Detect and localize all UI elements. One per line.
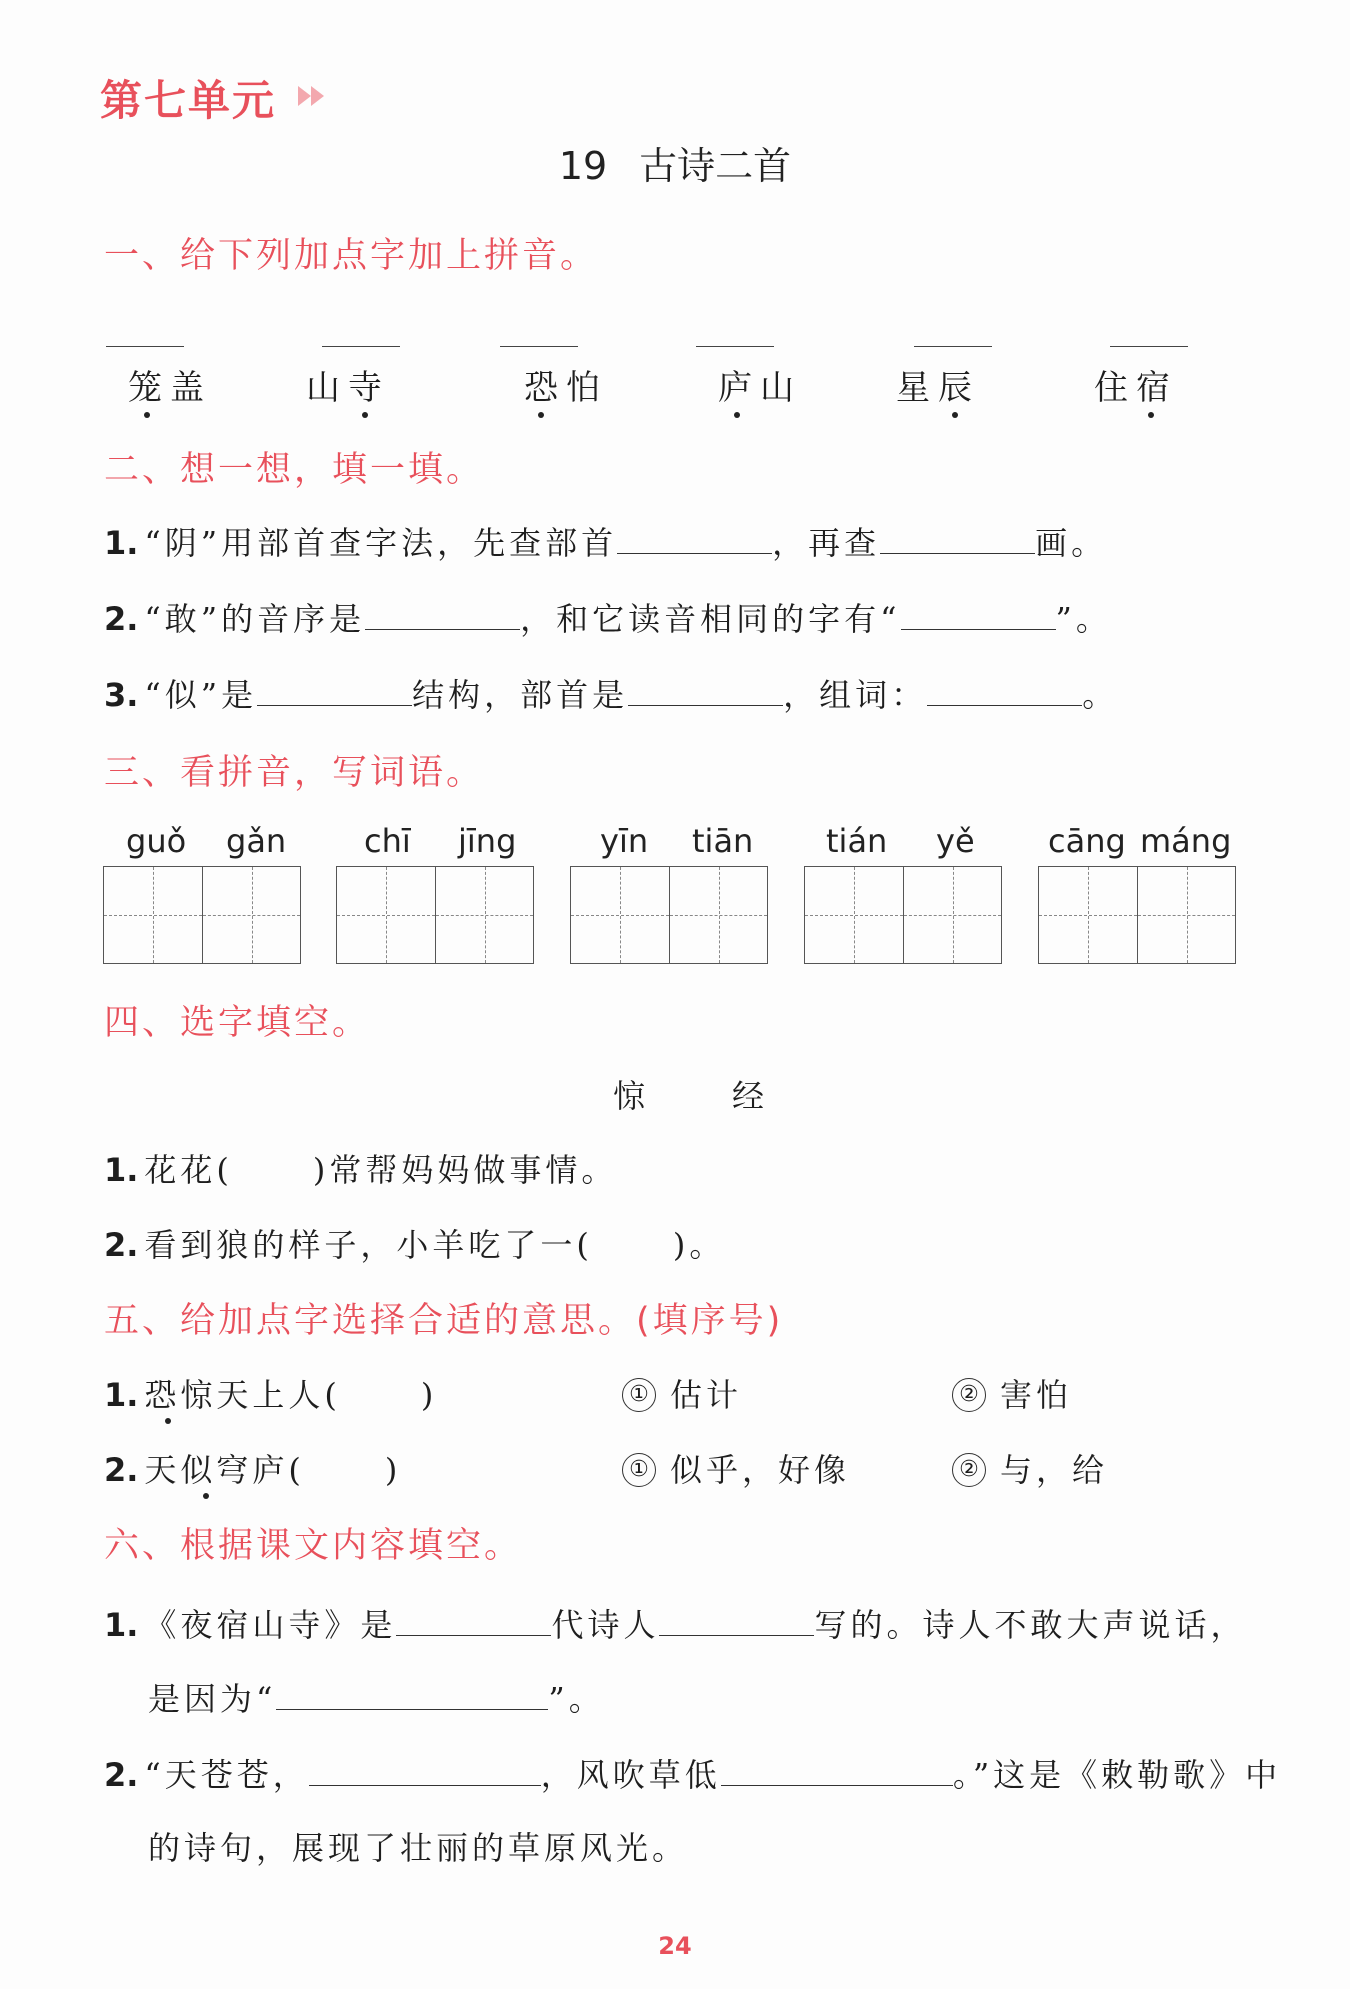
writing-grid[interactable] (103, 866, 301, 964)
section5-heading: 五、给加点字选择合适的意思。(填序号) (104, 1301, 784, 1341)
pinyin-blank[interactable] (500, 346, 578, 347)
answer-blank[interactable] (927, 671, 1082, 706)
q-text: “似”是 (144, 676, 258, 714)
answer-blank[interactable] (365, 595, 520, 630)
q-text: ) (420, 1376, 438, 1414)
question-number: 1. (104, 1376, 139, 1414)
section1-heading: 一、给下列加点字加上拼音。 (104, 236, 599, 276)
option-text: 与，给 (1000, 1451, 1109, 1489)
section5-q1 (104, 1370, 437, 1416)
answer-blank[interactable] (276, 1675, 548, 1710)
writing-grid[interactable] (570, 866, 768, 964)
page-number: 24 (658, 1932, 692, 1960)
q-text: 看到狼的样子，小羊吃了一( (144, 1226, 593, 1264)
double-arrow-icon (298, 86, 324, 106)
word-item: 住宿 (1094, 368, 1178, 408)
pinyin-label: máng (1140, 822, 1232, 860)
q-text: “天苍苍， (144, 1756, 309, 1794)
option-1 (622, 1370, 742, 1416)
lesson-number: 19 (558, 144, 608, 188)
q-text: “阴”用部首查字法，先查部首 (144, 524, 618, 562)
question-number: 3. (104, 676, 139, 714)
emphasis-dot (362, 412, 368, 418)
question-number: 2. (104, 1756, 139, 1794)
option-1 (622, 1445, 850, 1491)
answer-blank[interactable] (309, 1751, 541, 1786)
section4-heading: 四、选字填空。 (104, 1003, 371, 1043)
emphasis-dot (734, 412, 740, 418)
section6-q2-line1 (104, 1750, 1281, 1796)
q-text: 代诗人 (551, 1606, 660, 1644)
answer-blank[interactable] (880, 519, 1035, 554)
answer-blank[interactable] (721, 1751, 953, 1786)
word-item: 星辰 (896, 368, 980, 408)
section4-q1 (104, 1145, 617, 1191)
answer-blank[interactable] (257, 671, 412, 706)
pinyin-label: tiān (692, 822, 754, 860)
option-2 (952, 1370, 1072, 1416)
question-number: 1. (104, 1151, 139, 1189)
emphasis-dot (203, 1493, 209, 1499)
pinyin-blank[interactable] (914, 346, 992, 347)
q-text: 结构，部首是 (412, 676, 629, 714)
section3-heading: 三、看拼音，写词语。 (104, 753, 485, 793)
emphasis-dot (952, 412, 958, 418)
writing-grid[interactable] (1038, 866, 1236, 964)
question-number: 2. (104, 1451, 139, 1489)
emphasis-dot (1148, 412, 1154, 418)
circled-one-icon: ① (622, 1378, 656, 1412)
q-text: “敢”的音序是 (144, 600, 366, 638)
q-text: 是因为“ (148, 1680, 277, 1718)
pinyin-blank[interactable] (1110, 346, 1188, 347)
emphasis-dot (144, 412, 150, 418)
section6-q1-line1 (104, 1600, 1246, 1646)
section2-heading: 二、想一想，填一填。 (104, 450, 485, 490)
q-text: 。”这是《敕勒歌》中 (952, 1756, 1282, 1794)
section6-q1-line2 (148, 1674, 605, 1720)
pinyin-label: cāng (1048, 822, 1126, 860)
emphasis-dot (165, 1418, 171, 1424)
word-item: 山寺 (306, 368, 390, 408)
answer-blank[interactable] (396, 1601, 551, 1636)
q-text: 恐惊天上人( (144, 1376, 341, 1414)
option-2 (952, 1445, 1108, 1491)
answer-blank[interactable] (659, 1601, 814, 1636)
choice-char: 经 (732, 1077, 769, 1115)
word-item: 庐山 (718, 368, 802, 408)
q-text: )。 (672, 1226, 726, 1264)
q-text: 花花( (144, 1151, 233, 1189)
pinyin-label: chī (364, 822, 411, 860)
option-text: 似乎，好像 (670, 1451, 851, 1489)
q-text: 《夜宿山寺》是 (144, 1606, 397, 1644)
question-number: 1. (104, 524, 139, 562)
pinyin-label: yīn (600, 822, 649, 860)
word-item: 笼盖 (128, 368, 212, 408)
section4-q2 (104, 1220, 725, 1266)
q-text: ”。 (548, 1680, 605, 1718)
q-text: 天似穹庐( (144, 1451, 305, 1489)
unit-title: 第七单元 (100, 76, 277, 125)
circled-two-icon: ② (952, 1378, 986, 1412)
writing-grid[interactable] (336, 866, 534, 964)
pinyin-blank[interactable] (322, 346, 400, 347)
option-text: 估计 (670, 1376, 743, 1414)
pinyin-blank[interactable] (696, 346, 774, 347)
pinyin-label: yě (936, 822, 975, 860)
circled-one-icon: ① (622, 1453, 656, 1487)
choice-char: 惊 (613, 1077, 650, 1115)
q-text: ，和它读音相同的字有“ (520, 600, 901, 638)
pinyin-label: jīng (458, 822, 517, 860)
pinyin-label: gǎn (226, 822, 287, 860)
option-text: 害怕 (1000, 1376, 1073, 1414)
lesson-title (0, 135, 1350, 190)
q-text: )常帮妈妈做事情。 (312, 1151, 618, 1189)
section5-q2 (104, 1445, 401, 1491)
q-text: ，组词： (783, 676, 928, 714)
pinyin-blank[interactable] (106, 346, 184, 347)
emphasis-dot (538, 412, 544, 418)
answer-blank[interactable] (901, 595, 1056, 630)
pinyin-label: guǒ (126, 822, 187, 860)
answer-blank[interactable] (617, 519, 772, 554)
answer-blank[interactable] (628, 671, 783, 706)
word-item: 恐怕 (524, 368, 608, 408)
question-number: 1. (104, 1606, 139, 1644)
pinyin-label: tián (826, 822, 888, 860)
section6-heading: 六、根据课文内容填空。 (104, 1526, 523, 1566)
circled-two-icon: ② (952, 1453, 986, 1487)
section6-q2-line2 (148, 1823, 688, 1869)
q-text: 画。 (1035, 524, 1108, 562)
q-text: ) (384, 1451, 402, 1489)
q-text: 。 (1082, 676, 1119, 714)
question-number: 2. (104, 1226, 139, 1264)
section2-q1 (104, 518, 1107, 564)
lesson-name: 古诗二首 (639, 144, 792, 188)
question-number: 2. (104, 600, 139, 638)
q-text: ”。 (1055, 600, 1112, 638)
section2-q2 (104, 594, 1112, 640)
writing-grid[interactable] (804, 866, 1002, 964)
q-text: 的诗句，展现了壮丽的草原风光。 (148, 1829, 689, 1867)
section2-q3 (104, 670, 1118, 716)
q-text: ，风吹草低 (540, 1756, 721, 1794)
q-text: 写的。诗人不敢大声说话， (814, 1606, 1247, 1644)
q-text: ，再查 (772, 524, 881, 562)
